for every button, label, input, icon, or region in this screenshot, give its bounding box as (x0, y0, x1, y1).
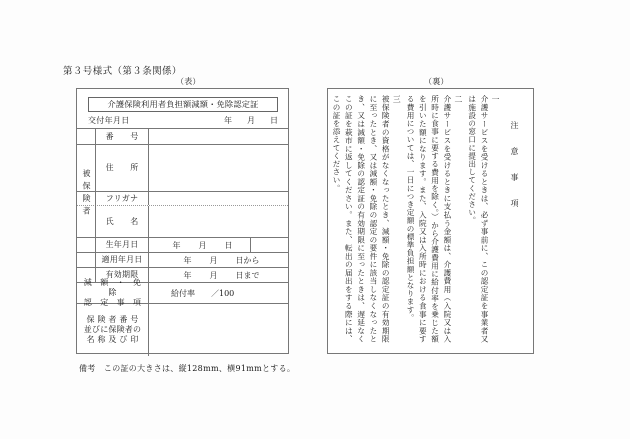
table-row (77, 206, 288, 238)
caption-back: （裏） (424, 77, 449, 86)
caption-front: （表） (176, 77, 201, 86)
effective-year-token: 年 (183, 255, 192, 265)
row-value-effective-date[interactable] (149, 253, 288, 267)
note-marker: 一 (491, 95, 500, 103)
row-value-name[interactable] (149, 206, 288, 237)
issue-year-token: 年 (224, 116, 232, 125)
row-label-expiry: 有効期限 (96, 268, 149, 282)
insurer-label-line2: 並びに保険者の (83, 325, 142, 334)
table-row (77, 238, 288, 253)
insured-person-group-label: 被保険者 (77, 128, 96, 259)
row-label-birthdate: 生年月日 (96, 238, 149, 252)
birth-day-token: 日 (224, 240, 233, 250)
reduction-label-line2: 認 定 事 項 (83, 298, 142, 307)
certificate-table (77, 128, 288, 356)
row-label-address: 住 所 (96, 145, 149, 191)
birthdate-extra-cell[interactable] (250, 238, 288, 252)
certificate-back-panel (327, 88, 534, 354)
row-value-number[interactable] (149, 129, 288, 144)
issue-date-row (88, 114, 282, 127)
certificate-title: 介護保険利用者負担額減額・免除認定証 (88, 97, 278, 112)
insured-span-cell (77, 206, 96, 237)
table-row (77, 145, 288, 192)
note-marker: 二 (453, 95, 463, 103)
effective-month-token: 月 (209, 255, 218, 265)
insurer-label-line3: 名 称 及 び 印 (86, 335, 139, 344)
issue-date-label: 交付年月日 (88, 116, 130, 125)
row-value-expiry[interactable] (149, 268, 288, 282)
form-number-heading: 第３号様式（第３条関係） (63, 66, 182, 77)
row-value-birthdate[interactable] (149, 238, 250, 252)
insurer-value[interactable] (149, 304, 288, 356)
note-item (330, 95, 402, 347)
note-body: 介護サービスを受けるときに支払う金額は、介護費用（入院又は入所時に食事に要する費用を除く。）から介護費用に給付率を乗じた額を引いた額になります。また、入院又は入所時における食事に要する費用については、一日につき定額の標準負担額となります。 (406, 95, 452, 343)
row-value-furigana[interactable] (149, 192, 288, 205)
table-row (77, 192, 288, 206)
birth-month-token: 月 (198, 240, 207, 250)
reduction-label-line1: 減 額 ・ 免 除 (83, 278, 150, 297)
effective-day-token: 日から (235, 255, 260, 265)
note-item (465, 95, 501, 347)
benefit-rate-label: 給付率 (171, 288, 195, 298)
insured-span-cell (77, 145, 96, 191)
footnote-note: 備考 この証の大きさは、縦128mm、横91mmとする。 (79, 364, 296, 373)
birth-year-token: 年 (172, 240, 181, 250)
note-item (404, 95, 464, 347)
expiry-year-token: 年 (183, 270, 192, 280)
note-body: 介護サービスを受けるときは、必ず事前に、この認定証を事業者又は施設の窓口に提出してください。 (467, 95, 489, 343)
row-label-number: 番 号 (96, 129, 149, 144)
expiry-month-token: 月 (209, 270, 218, 280)
row-value-address[interactable] (149, 145, 288, 191)
table-row (77, 253, 288, 268)
table-row-reduction (77, 278, 288, 307)
row-label-effective-date: 適用年月日 (96, 253, 149, 267)
insured-span-cell (77, 192, 96, 205)
benefit-rate-value[interactable]: ／100 (211, 288, 235, 298)
certificate-front-panel (76, 88, 289, 354)
issue-date-slots (224, 115, 282, 126)
insurer-label (77, 304, 149, 356)
spacer-cell (77, 238, 96, 252)
reduction-label (77, 278, 150, 307)
issue-month-token: 月 (247, 116, 255, 125)
note-marker (327, 95, 328, 347)
spacer-cell (77, 253, 96, 267)
insured-span-cell (77, 129, 96, 144)
table-row (77, 129, 288, 145)
expiry-day-token: 日まで (235, 270, 260, 280)
note-marker: 三 (392, 95, 402, 103)
note-item (327, 95, 328, 347)
issue-day-token: 日 (270, 116, 278, 125)
table-row-insurer (77, 304, 288, 356)
row-label-furigana: フリガナ (96, 192, 149, 205)
row-label-name: 氏 名 (96, 206, 149, 237)
reduction-value[interactable] (149, 283, 288, 303)
insurer-label-line1: 保 険 者 番 号 (86, 315, 139, 324)
notes-heading: 注 意 事 項 (510, 121, 519, 212)
note-body: 被保険者の資格がなくなったとき、減額・免除の認定証の有効期限に至ったとき、又は減額・免除の認定の要件に該当しなくなったとき、又は減額・免除の認定証の有効期限に至ったときは、遅延なくこの証を萩市に返してください。また、転出の届出をする際には、この証を添えてください。 (332, 95, 391, 343)
